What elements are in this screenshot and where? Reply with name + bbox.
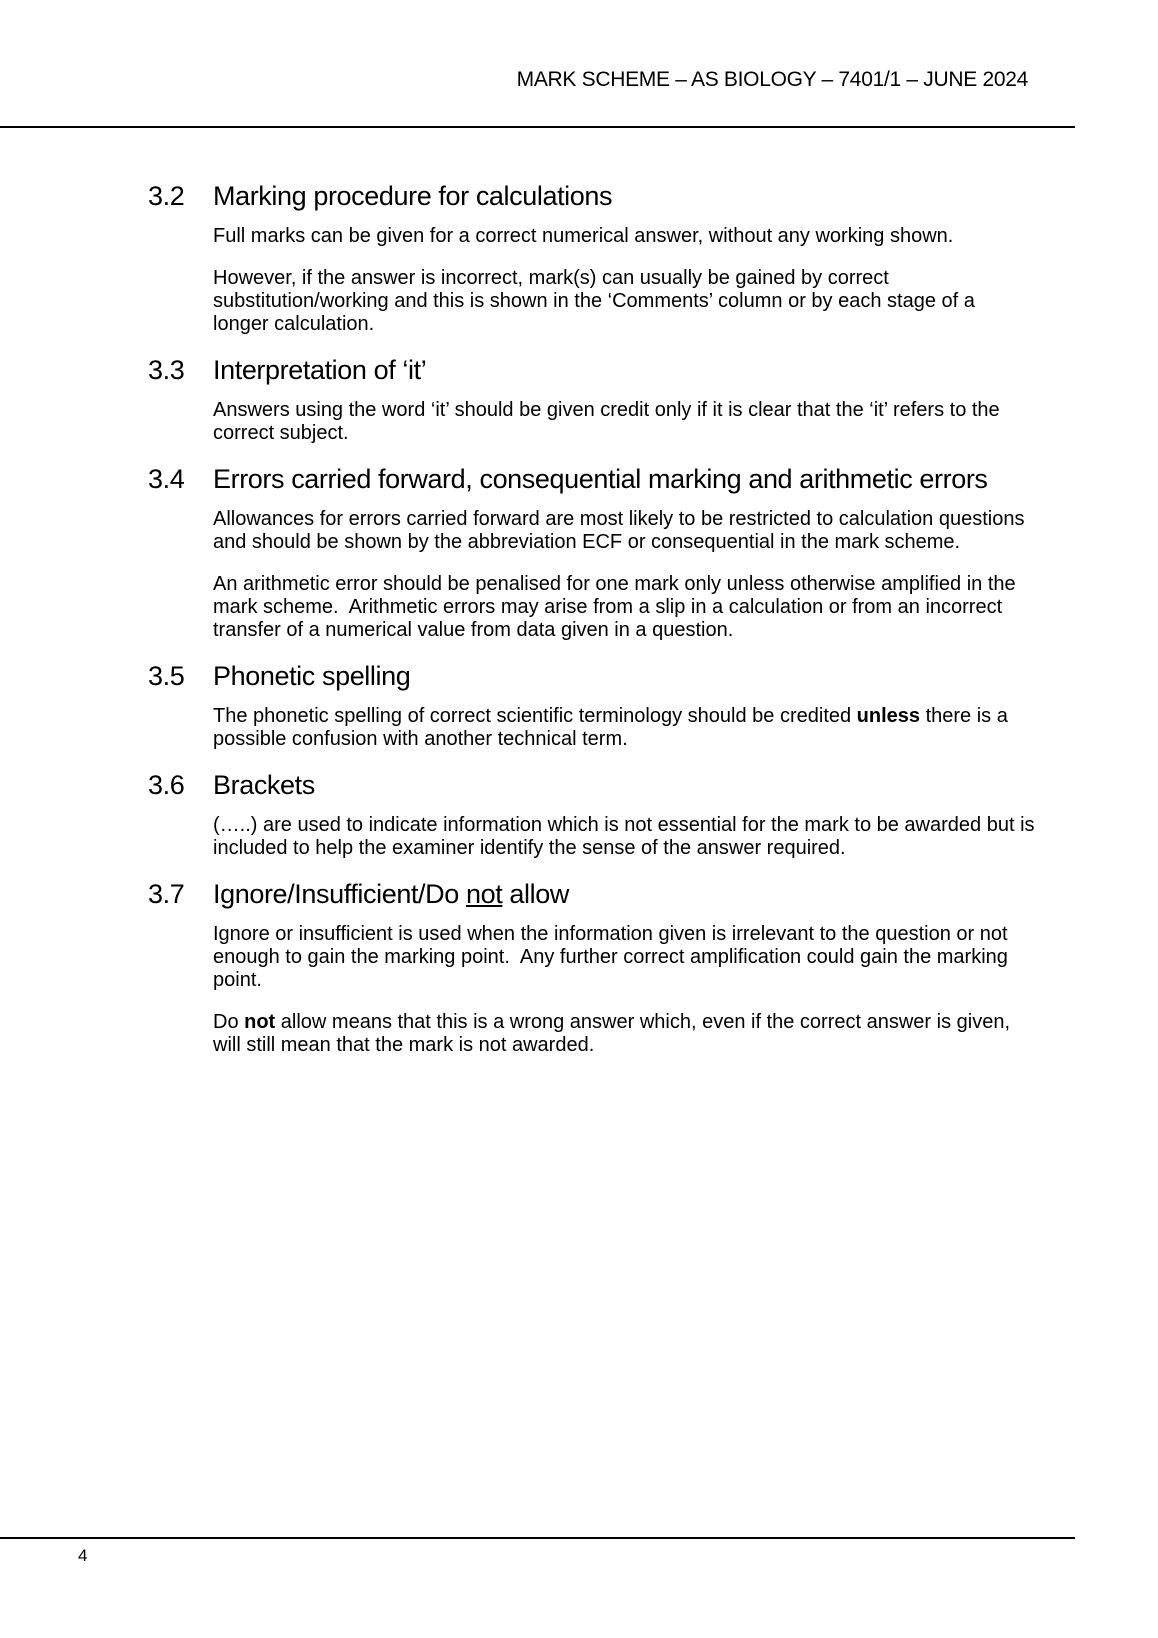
- underlined-word: not: [465, 879, 503, 909]
- paragraph: [213, 1011, 1035, 1057]
- section-body: [213, 399, 1035, 445]
- paragraph-text: there is a possible confusion with another technical term.: [213, 705, 1014, 750]
- section-3-3: [148, 355, 1035, 445]
- paragraph: Allowances for errors carried forward are most likely to be restricted to calculation questions and should be shown by the abbreviation ECF or consequential in the mark scheme.: [213, 508, 1031, 553]
- section-body: [213, 508, 1035, 642]
- section-body: [213, 225, 1035, 336]
- footer-divider-rule: [0, 1537, 1075, 1539]
- section-number: 3.7: [148, 879, 185, 909]
- section-body: [213, 814, 1041, 860]
- page-number: 4: [78, 1546, 88, 1565]
- paragraph: Answers using the word ‘it’ should be given credit only if it is clear that the ‘it’ refers to the correct subject.: [213, 399, 1006, 444]
- section-heading-row: [148, 181, 1035, 225]
- section-heading-row: [148, 770, 1035, 814]
- section-title: Interpretation of ‘it’: [213, 355, 427, 385]
- page-header-title: MARK SCHEME – AS BIOLOGY – 7401/1 – JUNE 2024: [516, 68, 1028, 91]
- heading-text: allow: [502, 879, 569, 909]
- section-title: Brackets: [213, 770, 315, 800]
- section-3-2: [148, 181, 1035, 336]
- bold-word: not: [244, 1011, 276, 1033]
- section-3-4: [148, 464, 1035, 642]
- section-body: [213, 923, 1035, 1057]
- paragraph: [213, 705, 1035, 751]
- section-3-7: [148, 879, 1035, 1057]
- paragraph-text: Do: [213, 1011, 245, 1033]
- section-title: [213, 879, 569, 910]
- section-number: 3.4: [148, 464, 185, 494]
- section-title: Phonetic spelling: [213, 661, 411, 691]
- section-title: Errors carried forward, consequential marking and arithmetic errors: [213, 464, 988, 494]
- paragraph: However, if the answer is incorrect, mark(s) can usually be gained by correct substitution/working and this is shown in the ‘Comments’ column or by each stage of a longer calculation.: [213, 267, 981, 335]
- section-heading-row: [148, 355, 1035, 399]
- document-body: [148, 181, 1041, 1076]
- section-number: 3.2: [148, 181, 185, 211]
- paragraph: An arithmetic error should be penalised for one mark only unless otherwise amplified in the mark scheme. Arithmetic errors may arise from a slip in a calculation or from an incorrect transfer of a numerical value from data given in a question.: [213, 573, 1022, 641]
- section-heading-row: [148, 661, 1035, 705]
- section-3-6: [148, 770, 1041, 860]
- heading-text: Ignore/Insufficient/Do: [213, 879, 466, 909]
- header-divider-rule: [0, 126, 1075, 128]
- section-number: 3.3: [148, 355, 185, 385]
- section-heading-row: [148, 879, 1035, 923]
- paragraph-text: allow means that this is a wrong answer which, even if the correct answer is given, will still mean that the mark is not awarded.: [213, 1011, 1016, 1056]
- paragraph: Full marks can be given for a correct numerical answer, without any working shown.: [213, 225, 954, 247]
- bold-word: unless: [856, 705, 921, 727]
- paragraph: (…..) are used to indicate information which is not essential for the mark to be awarded but is included to help the examiner identify the sense of the answer required.: [213, 814, 1041, 859]
- paragraph-text: The phonetic spelling of correct scientific terminology should be credited: [213, 705, 857, 727]
- section-title: Marking procedure for calculations: [213, 181, 613, 211]
- section-number: 3.5: [148, 661, 185, 691]
- section-3-5: [148, 661, 1035, 751]
- section-body: [213, 705, 1035, 751]
- section-heading-row: [148, 464, 1035, 508]
- section-number: 3.6: [148, 770, 185, 800]
- paragraph: Ignore or insufficient is used when the information given is irrelevant to the question or not enough to gain the marking point. Any further correct amplification could gain the marking point.: [213, 923, 1014, 991]
